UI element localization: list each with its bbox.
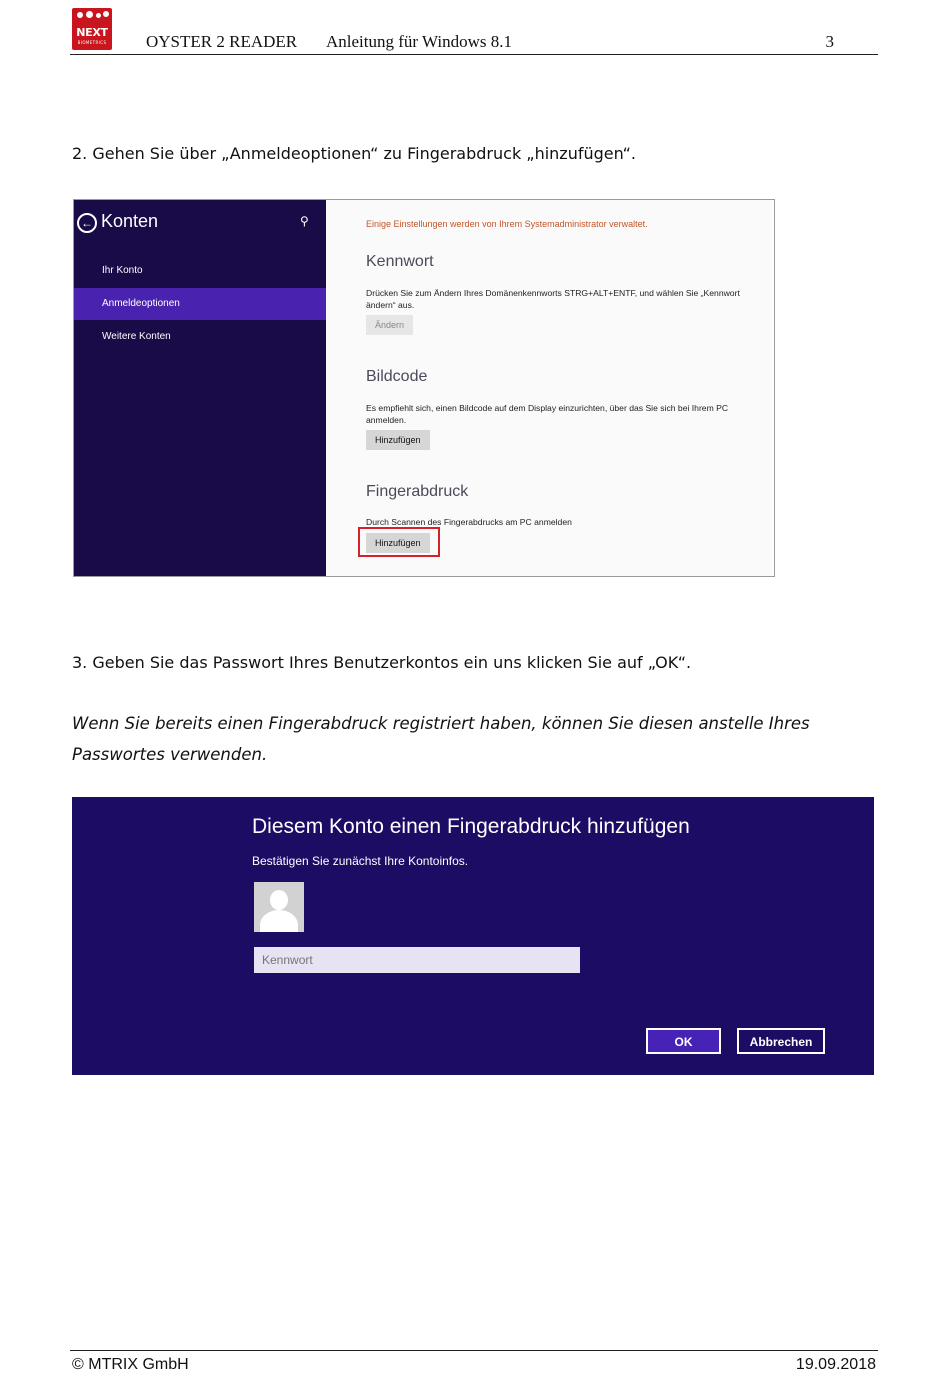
header-title: Anleitung für Windows 8.1: [326, 32, 512, 51]
sidebar-title: Konten: [101, 211, 159, 231]
add-picture-password-button[interactable]: Hinzufügen: [366, 430, 430, 450]
change-password-button[interactable]: Ändern: [366, 315, 413, 335]
sidebar-item-sign-in-options[interactable]: Anmeldeoptionen: [74, 288, 326, 320]
red-highlight-box: [358, 527, 440, 557]
back-arrow-icon[interactable]: ←: [77, 213, 97, 233]
copyright: © MTRIX GmbH: [72, 1356, 189, 1373]
password-heading: Kennwort: [366, 253, 434, 270]
user-avatar-icon: [254, 882, 304, 932]
picture-password-description: Es empfiehlt sich, einen Bildcode auf dem Display einzurichten, über das Sie sich bei Ihrem PC anmelden.: [366, 403, 729, 425]
screenshot-add-fingerprint-dialog: [72, 797, 874, 1075]
step-2-instruction: 2. Gehen Sie über „Anmeldeoptionen“ zu Fingerabdruck „hinzufügen“.: [72, 144, 636, 163]
sidebar-item-other-accounts[interactable]: Weitere Konten: [102, 331, 171, 342]
password-description: Drücken Sie zum Ändern Ihres Domänenkennworts STRG+ALT+ENTF, und wählen Sie „Kennwort ändern“ aus.: [366, 288, 740, 310]
fingerprint-heading: Fingerabdruck: [366, 483, 469, 500]
logo-subtext: BIOMETRICS: [77, 40, 107, 45]
fingerprint-description: Durch Scannen des Fingerabdrucks am PC anmelden: [366, 517, 572, 527]
picture-password-heading: Bildcode: [366, 368, 428, 385]
search-icon[interactable]: ⚲: [300, 214, 309, 228]
dialog-title: Diesem Konto einen Fingerabdruck hinzufügen: [252, 815, 690, 838]
footer-date: 19.09.2018: [795, 1356, 876, 1373]
next-biometrics-logo: [72, 8, 112, 50]
logo-text: NEXT: [76, 26, 108, 39]
fingerprint-note: Wenn Sie bereits einen Fingerabdruck registriert haben, können Sie diesen anstelle Ihres Passwortes verwenden.: [72, 714, 810, 764]
cancel-button[interactable]: Abbrechen: [737, 1028, 825, 1054]
accounts-sidebar: [74, 200, 326, 576]
page-footer: [70, 1350, 878, 1373]
screenshot-sign-in-options: [73, 199, 775, 577]
add-fingerprint-button[interactable]: Hinzufügen: [366, 533, 430, 553]
page-number: 3: [825, 32, 834, 51]
password-input[interactable]: [254, 947, 580, 973]
sign-in-options-panel: [326, 200, 772, 576]
sidebar-item-your-account[interactable]: Ihr Konto: [102, 265, 143, 276]
admin-warning: Einige Einstellungen werden von Ihrem Systemadministrator verwaltet.: [366, 219, 648, 229]
header-product: OYSTER 2 READER: [146, 32, 298, 51]
ok-button[interactable]: OK: [646, 1028, 721, 1054]
step-3-instruction: 3. Geben Sie das Passwort Ihres Benutzerkontos ein uns klicken Sie auf „OK“.: [72, 653, 692, 672]
dialog-subtitle: Bestätigen Sie zunächst Ihre Kontoinfos.: [252, 854, 469, 868]
page-header: [70, 6, 878, 55]
